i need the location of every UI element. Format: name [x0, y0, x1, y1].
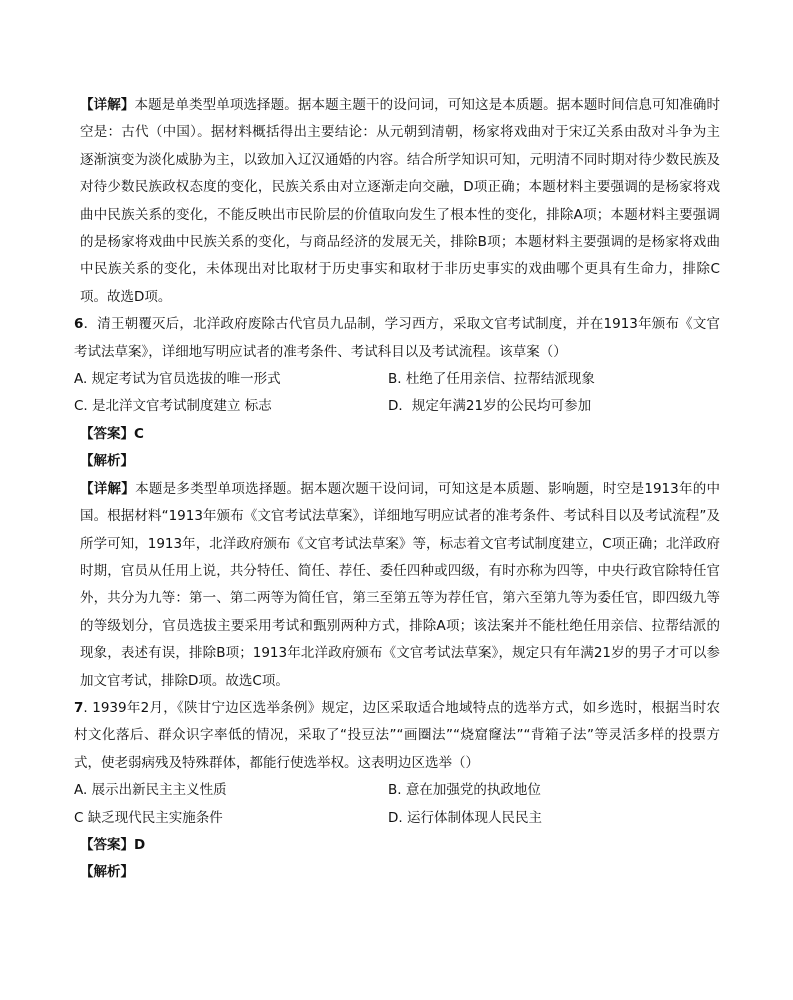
analysis-line-q6 — [74, 448, 720, 475]
answer-line-q6 — [74, 421, 720, 448]
answer-tag: 【答案】 — [80, 836, 134, 853]
detail-paragraph-q6 — [74, 476, 720, 695]
detail-text: 本题是多类型单项选择题。据本题次题干设问词，可知这是本质题、影响题，时空是1913年的中国。根据材料“1913年颁布《文官考试法草案》，详细地写明应试者的准考条件、考试科目以及考试流程”及所学可知，1913年，北洋政府颁布《文官考试法草案》等，标志着文官考试制度建立，C项正确；北洋政府时期，官员从任用上说，共分特任、简任、荐任、委任四种或四级，有时亦称为四等，中央行政官除特任官外，共分为九等：第一、第二两等为简任官，第三至第五等为荐任官，第六至第九等为委任官，即四级九等的等级划分，官员选拔主要采用考试和甄别两种方式，排除A项；该法案并不能杜绝任用亲信、拉帮结派的现象，表述有误，排除B项；1913年北洋政府颁布《文官考试法草案》，规定只有年满21岁的男子才可以参加文官考试，排除D项。故选C项。 — [80, 480, 721, 689]
question-stem-text: ．清王朝覆灭后，北洋政府废除古代官员九品制，学习西方，采取文官考试制度，并在1913年颁布《文官考试法草案》，详细地写明应试者的准考条件、考试科目以及考试流程。该草案（） — [74, 316, 720, 360]
answer-value: D — [134, 836, 146, 853]
question-6-stem — [74, 311, 720, 366]
question-stem-text: . 1939年2月，《陕甘宁边区选举条例》规定，边区采取适合地域特点的选举方式，如乡选时，根据当时农村文化落后、群众识字率低的情况，采取了“投豆法”“画圈法”“烧窟窿法”“背箱子法”等灵活多样的投票方式，使老弱病残及特殊群体，都能行使选举权。这表明边区选举（） — [74, 699, 720, 771]
option-a: A. 规定考试为官员选拔的唯一形式 — [74, 371, 281, 388]
option-c: C 缺乏现代民主实施条件 — [74, 809, 223, 826]
analysis-tag: 【解析】 — [80, 453, 134, 470]
answer-line-q7 — [74, 832, 720, 859]
detail-paragraph-q5 — [74, 92, 720, 311]
answer-value: C — [134, 425, 144, 442]
option-d: D. 运行体制体现人民民主 — [388, 809, 542, 826]
answer-tag: 【答案】 — [80, 425, 134, 442]
detail-tag: 【详解】 — [80, 480, 136, 497]
question-number: 7 — [74, 699, 84, 716]
option-b: B. 杜绝了任用亲信、拉帮结派现象 — [388, 371, 595, 388]
option-d: D．规定年满21岁的公民均可参加 — [388, 398, 592, 415]
question-7-stem — [74, 695, 720, 777]
analysis-tag: 【解析】 — [80, 864, 134, 881]
option-b: B. 意在加强党的执政地位 — [388, 782, 541, 799]
option-a: A. 展示出新民主主义性质 — [74, 782, 227, 799]
document-page — [74, 92, 720, 887]
option-c: C. 是北洋文官考试制度建立 标志 — [74, 398, 272, 415]
question-6-options — [74, 366, 720, 421]
question-7-options — [74, 777, 720, 832]
question-number: 6 — [74, 316, 84, 333]
detail-text: 本题是单类型单项选择题。据本题主题干的设问词，可知这是本质题。据本题时间信息可知准确时空是：古代（中国）。据材料概括得出主要结论：从元朝到清朝，杨家将戏曲对于宋辽关系由敌对斗争为主逐渐演变为淡化威胁为主，以致加入辽汉通婚的内容。结合所学知识可知，元明清不同时期对待少数民族及对待少数民族政权态度的变化，民族关系由对立逐渐走向交融，D项正确；本题材料主要强调的是杨家将戏曲中民族关系的变化，不能反映出市民阶层的价值取向发生了根本性的变化，排除A项；本题材料主要强调的是杨家将戏曲中民族关系的变化，与商品经济的发展无关，排除B项；本题材料主要强调的是杨家将戏曲中民族关系的变化，未体现出对比取材于历史事实和取材于非历史事实的戏曲哪个更具有生命力，排除C项。故选D项。 — [80, 97, 721, 305]
detail-tag: 【详解】 — [80, 97, 135, 113]
analysis-line-q7 — [74, 859, 720, 886]
